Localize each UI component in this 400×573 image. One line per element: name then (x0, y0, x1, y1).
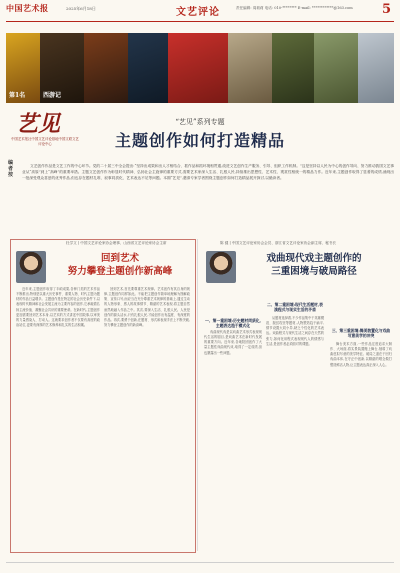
yijian-logo: 艺见 中国艺术报社中国文艺评论基地中国文联文艺评论中心 (11, 111, 79, 146)
section-title: 文艺评论 (176, 7, 220, 18)
right-article-title: 戏曲现代戏主题创作的 三重困境与破局路径 (266, 253, 362, 277)
right-subhead-3: 三、第三重困境:舞美装置化与戏曲写意美学的冲突 (331, 328, 391, 339)
poster-8 (314, 33, 358, 103)
poster-3 (84, 33, 128, 103)
poster-6 (228, 33, 272, 103)
issue-date: 2025年6月18日 (66, 6, 96, 11)
feature-headline: 主题创作如何打造精品 (114, 131, 285, 150)
poster-9 (358, 33, 394, 103)
poster-4 (128, 33, 168, 103)
editor-contact: 责任编辑: 周莉莉 电话: 010-******** E-mail: ************@163.com (236, 6, 353, 10)
right-subhead-1: 一、第一重困境:历史题材同质化,主题表达趋于模式化 (205, 318, 261, 329)
masthead-rule (6, 21, 394, 22)
page-footer-rule (6, 562, 394, 563)
series-title: “艺见”系列专题 (175, 118, 225, 126)
page-number: 5 (382, 2, 392, 17)
left-author-note: 杜学文 | 中国文艺评论家协会理事、山西省文艺评论家协会主席 (66, 241, 167, 245)
newspaper-logo: 中国艺术报 (6, 3, 49, 13)
editor-note-text: 文艺创作作品是文艺工作的中心环节。党的二十届三中全会提出:“坚持出成果和出人才相结合、抓作品和抓环境相贯通,改进文艺创作生产服务、引导、组织工作机制。”这是坚持以人民为中心的创作导向、努力推动我国文艺事业从“高原”到上“高峰”的重要举措。主题文艺创作作为彰显时代精神、弘扬社会主旋律的重要方式,需要艺术家深入生活、扎根人民,持续推出思想性、艺术性、观赏性相统一的精品力作。近年来,主题创作取得了显著的成绩,涌现出一批深受观众喜爱的优秀作品,但也存在题材扎堆、叙事同质化、艺术表达不足等问题。本期“艺见”,邀请专家学者围绕主题创作如何打造精品展开探讨,以飨读者。 (22, 164, 394, 181)
poster-1: 第1名 (6, 33, 40, 103)
left-article-col1: 近年来,主题创作取得了丰硕成果,各种门类的艺术作品不断推出,特别是以重大历史事件、重要人物、时代主题为题材的作品日益增多。主题创作是在特定的社会历史条件下,以表现时代精神和社会发展主流为主要内容的创作,它承载着弘扬主流价值、凝聚社会共识的重要使命。在新时代,主题创作更加需要回到艺术本身,以艺术的方式讲述中国故事,以审美的力量感染人、打动人。这就要求创作者不仅要有高度的政治站位,更要有深厚的艺术修养和扎实的生活积累。 (16, 287, 100, 328)
right-author-avatar (206, 251, 236, 283)
right-article-col2: 从题材选择看,不少作品集中于英雄模范、脱贫攻坚等题材,人物塑造趋于扁平,情节设置大同小异,缺乏个性化的艺术表达。戏曲程式与现代生活之间存在天然的张力,如何化用程式表现现代人的情感与生活,是创作者必须面对的课题。 (266, 316, 324, 346)
right-article-col3: 舞台美术方面,一些作品过度追求大制作、大场面,将实景装置搬上舞台,削弱了戏曲虚拟写意的美学特征。破局之道在于回归戏曲本体,在守正中创新,以精湛的唱念做打塑造鲜活人物,让主题表达真正深入人心。 (330, 342, 392, 367)
left-article-title: 回到艺术 努力攀登主题创作新高峰 (67, 253, 173, 277)
column-separator (197, 239, 198, 551)
poster-2: 西游记 (40, 33, 84, 103)
left-article-col2: 回到艺术,首先要尊重艺术规律。艺术创作有其自身的规律,主题创作同样如此。不能把主题创作简单地理解为图解政策、宣传口号,而应当在充分尊重艺术规律的基础上,通过生动的人物形象、感人的故事情节、精湛的艺术表现,将主题自然而然地融入作品之中。其次,要深入生活、扎根人民。人民是创作的源头活水,只有扎根人民,才能创作出有温度、有深度的作品。再次,要勇于创新,在题材、形式和表现手法上不断突破,努力攀登主题创作的新高峰。 (104, 287, 190, 328)
poster-5 (168, 33, 228, 103)
poster-7 (272, 33, 314, 103)
editor-note-tag: 编者按 (8, 160, 14, 178)
left-author-avatar (16, 251, 46, 283)
right-article-col1: 戏曲现代戏是以戏曲艺术形式表现现代生活的剧目,是戏曲艺术在新时代发展的重要方向。近年来,各地院团创作了大量主题性戏曲现代戏,取得了一定成绩,但也暴露出一些问题。 (204, 330, 262, 355)
right-author-note: 陈 健 | 中国文艺评论家协会会员、浙江省文艺评论家协会副主席、秘书长 (220, 241, 337, 245)
hero-poster-banner (6, 33, 394, 103)
right-subhead-2: 二、第二重困境:现代生活题材,表演程式与现实生活的矛盾 (267, 302, 323, 313)
masthead (0, 0, 400, 22)
